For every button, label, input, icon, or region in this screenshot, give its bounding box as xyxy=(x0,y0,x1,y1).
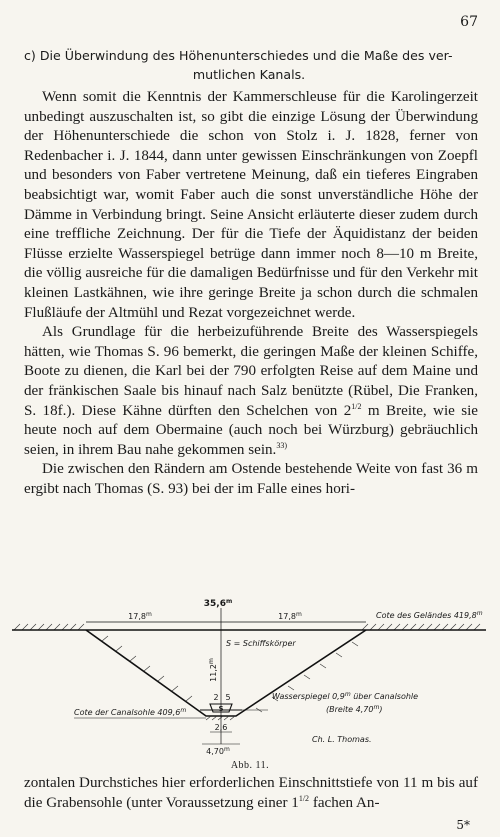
page-number: 67 xyxy=(460,14,478,30)
paragraph-2-text: Als Grundlage für die herbeizuführende Breite des Wasserspiegels hätten, wie Thomas S. 96 bemerkt, die geringen Maße der kleinen Schiffe, Boote zu dienen, die Karl bei der 790 erfolgten Reise auf dem Maine und der fränkischen Saale bis hinauf nach Salz benützte (Rübel, Die Franken, S. 18f.). Diese Kähne dürften den Schelchen von 2 xyxy=(24,324,478,419)
paragraph-2 xyxy=(24,323,478,460)
bottom-label: Cote der Canalsohle 409,6$^m$ xyxy=(74,707,187,717)
body-text xyxy=(24,88,478,499)
figure-caption: Abb. 11. xyxy=(230,760,270,771)
water-label: Wasserspiegel 0,9$^m$ über Canalsohle xyxy=(272,691,419,701)
continuation-start: zontalen Durchstiches hier erforderlichen Einschnittstiefe von 11 m bis auf die Grabensohle (unter Voraussetzung einer 1 xyxy=(24,775,478,811)
dim-26-label: 2,6 xyxy=(214,723,228,732)
right-width-label: 17,8$^m$ xyxy=(278,611,302,621)
continuation-paragraph xyxy=(24,774,478,813)
paragraph-3: Die zwischen den Rändern am Ostende bestehende Weite von fast 36 m ergibt nach Thomas (S. 93) bei der im Falle eines hori- xyxy=(24,461,478,497)
canal-cross-section-figure xyxy=(10,594,490,756)
continuation-text xyxy=(24,774,478,813)
heading-line-2: mutlichen Kanals. xyxy=(192,67,306,82)
tail-fraction: 1/2 xyxy=(298,793,310,803)
left-width-label: 17,8$^m$ xyxy=(128,611,152,621)
fraction: 1/2 xyxy=(351,401,362,411)
top-total-label: 35,6$^m$ xyxy=(203,598,233,609)
slope-hatch-left xyxy=(102,636,192,701)
water-width-label: (Breite 4,70$^m$) xyxy=(326,704,383,714)
canal-cross-section-drawing xyxy=(10,594,490,756)
paragraph-2-rest: m Breite, wie sie heute noch auf dem Obermaine (auch noch bei Würzburg) gebräuchlich seien, in ihrem Bau nahe gekommen sein. xyxy=(24,402,478,458)
dim-470-label: 4,70$^m$ xyxy=(206,746,230,756)
slope-hatch-right xyxy=(256,642,358,712)
section-heading xyxy=(24,46,474,84)
small-dim-b: 5 xyxy=(225,693,231,702)
signature-mark: 5* xyxy=(456,818,470,832)
ship-legend: S = Schiffskörper xyxy=(226,639,296,648)
continuation-rest: fachen An- xyxy=(309,794,380,811)
ship-letter: S xyxy=(218,705,224,713)
ground-label: Cote des Geländes 419,8$^m$ xyxy=(376,610,483,620)
depth-label: 11,2$^m$ xyxy=(208,658,218,682)
ground-hatch-right xyxy=(362,624,480,630)
ground-hatch-left xyxy=(14,624,84,630)
small-dim-a: 2 xyxy=(213,693,219,702)
footnote-ref: 33) xyxy=(276,440,288,450)
paragraph-1: Wenn somit die Kenntnis der Kammerschleuse für die Karolingerzeit unbedingt auszuschalten ist, so gibt die einzige Lösung der Überwindung der Höhenunterschiede die schon von Stolz i. J. 1828, ferner von Redenbacher i. J. 1844, dann unter gewissen Einschränkungen von Zoepfl und besonders von Faber vertretene Meinung, daß ein tieferes Eingraben beabsichtigt war, womit Faber auch die sonst unverständliche Höhe der Dämme in Verbindung bringt. Seine Ansicht erläuterte dieser zudem durch eine treffliche Zeichnung. Der für die Tiefe der Äquidistanz der beiden Flüsse erzielte Wasserspiegel betrüge dann immer noch 8—10 m Breite, die völlig ausreiche für die damaligen Bedürfnisse und für den Verkehr mit kleinen Lastkähnen, wie ihre geringe Breite ja schon durch die schmalen Flußläufe der Altmühl und Rezat vorgezeichnet werde. xyxy=(24,89,478,321)
heading-line-1: c) Die Überwindung des Höhenunterschiedes und die Maße des ver- xyxy=(24,48,453,63)
author-credit: Ch. L. Thomas. xyxy=(312,735,372,744)
